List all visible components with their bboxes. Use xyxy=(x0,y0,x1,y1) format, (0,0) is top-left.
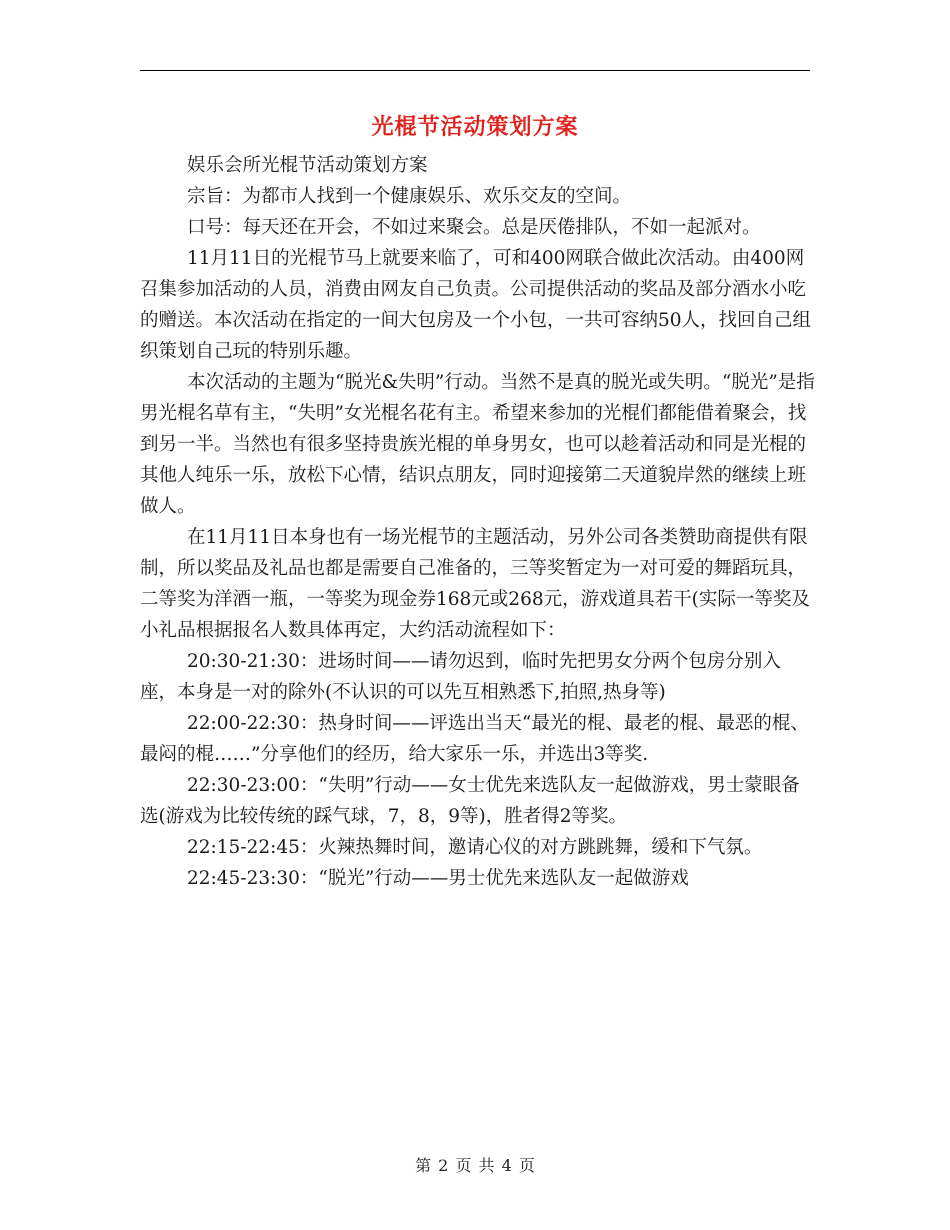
paragraph-subtitle: 娱乐会所光棍节活动策划方案 xyxy=(187,155,428,176)
paragraph-schedule-shiming: 22:30-23:00：“失明”行动——女士优先来选队友一起做游戏，男士蒙眼备选(游戏为比较传统的踩气球，7，8，9等)，胜者得2等奖。 xyxy=(140,775,800,827)
paragraph-schedule-entry: 20:30-21:30：进场时间——请勿迟到，临时先把男女分两个包房分别入座，本身是一对的除外(不认识的可以先互相熟悉下,拍照,热身等) xyxy=(140,651,781,703)
paragraph-schedule-dance: 22:15-22:45：火辣热舞时间，邀请心仪的对方跳跳舞，缓和下气氛。 xyxy=(187,837,763,858)
paragraph-slogan: 口号：每天还在开会，不如过来聚会。总是厌倦排队，不如一起派对。 xyxy=(187,217,761,238)
page-footer: 第 2 页 共 4 页 xyxy=(415,1156,535,1175)
paragraph-purpose: 宗旨：为都市人找到一个健康娱乐、欢乐交友的空间。 xyxy=(187,186,632,207)
paragraph-schedule-tuoguang: 22:45-23:30：“脱光”行动——男士优先来选队友一起做游戏 xyxy=(187,868,689,889)
document-title: 光棍节活动策划方案 xyxy=(371,114,579,140)
paragraph-intro: 11月11日的光棍节马上就要来临了，可和400网联合做此次活动。由400网召集参加活动的人员，消费由网友自己负责。公司提供活动的奖品及部分酒水小吃的赠送。本次活动在指定的一间大包房及一个小包，一共可容纳50人，找回自己组织策划自己玩的特别乐趣。 xyxy=(140,248,812,362)
paragraph-theme: 本次活动的主题为“脱光&失明”行动。当然不是真的脱光或失明。“脱光”是指男光棍名草有主，“失明”女光棍名花有主。希望来参加的光棍们都能借着聚会，找到另一半。当然也有很多坚持贵族光棍的单身男女，也可以趁着活动和同是光棍的其他人纯乐一乐，放松下心情，结识点朋友，同时迎接第二天道貌岸然的继续上班做人。 xyxy=(140,372,815,517)
header-rule xyxy=(140,70,810,71)
paragraph-prizes: 在11月11日本身也有一场光棍节的主题活动，另外公司各类赞助商提供有限制，所以奖品及礼品也都是需要自己准备的，三等奖暂定为一对可爱的舞蹈玩具，二等奖为洋酒一瓶，一等奖为现金券168元或268元，游戏道具若干(实际一等奖及小礼品根据报名人数具体再定，大约活动流程如下： xyxy=(140,527,810,641)
document-body xyxy=(140,150,815,894)
paragraph-schedule-warmup: 22:00-22:30：热身时间——评选出当天“最光的棍、最老的棍、最恶的棍、最闷的棍……”分享他们的经历，给大家乐一乐，并选出3等奖. xyxy=(140,713,809,765)
